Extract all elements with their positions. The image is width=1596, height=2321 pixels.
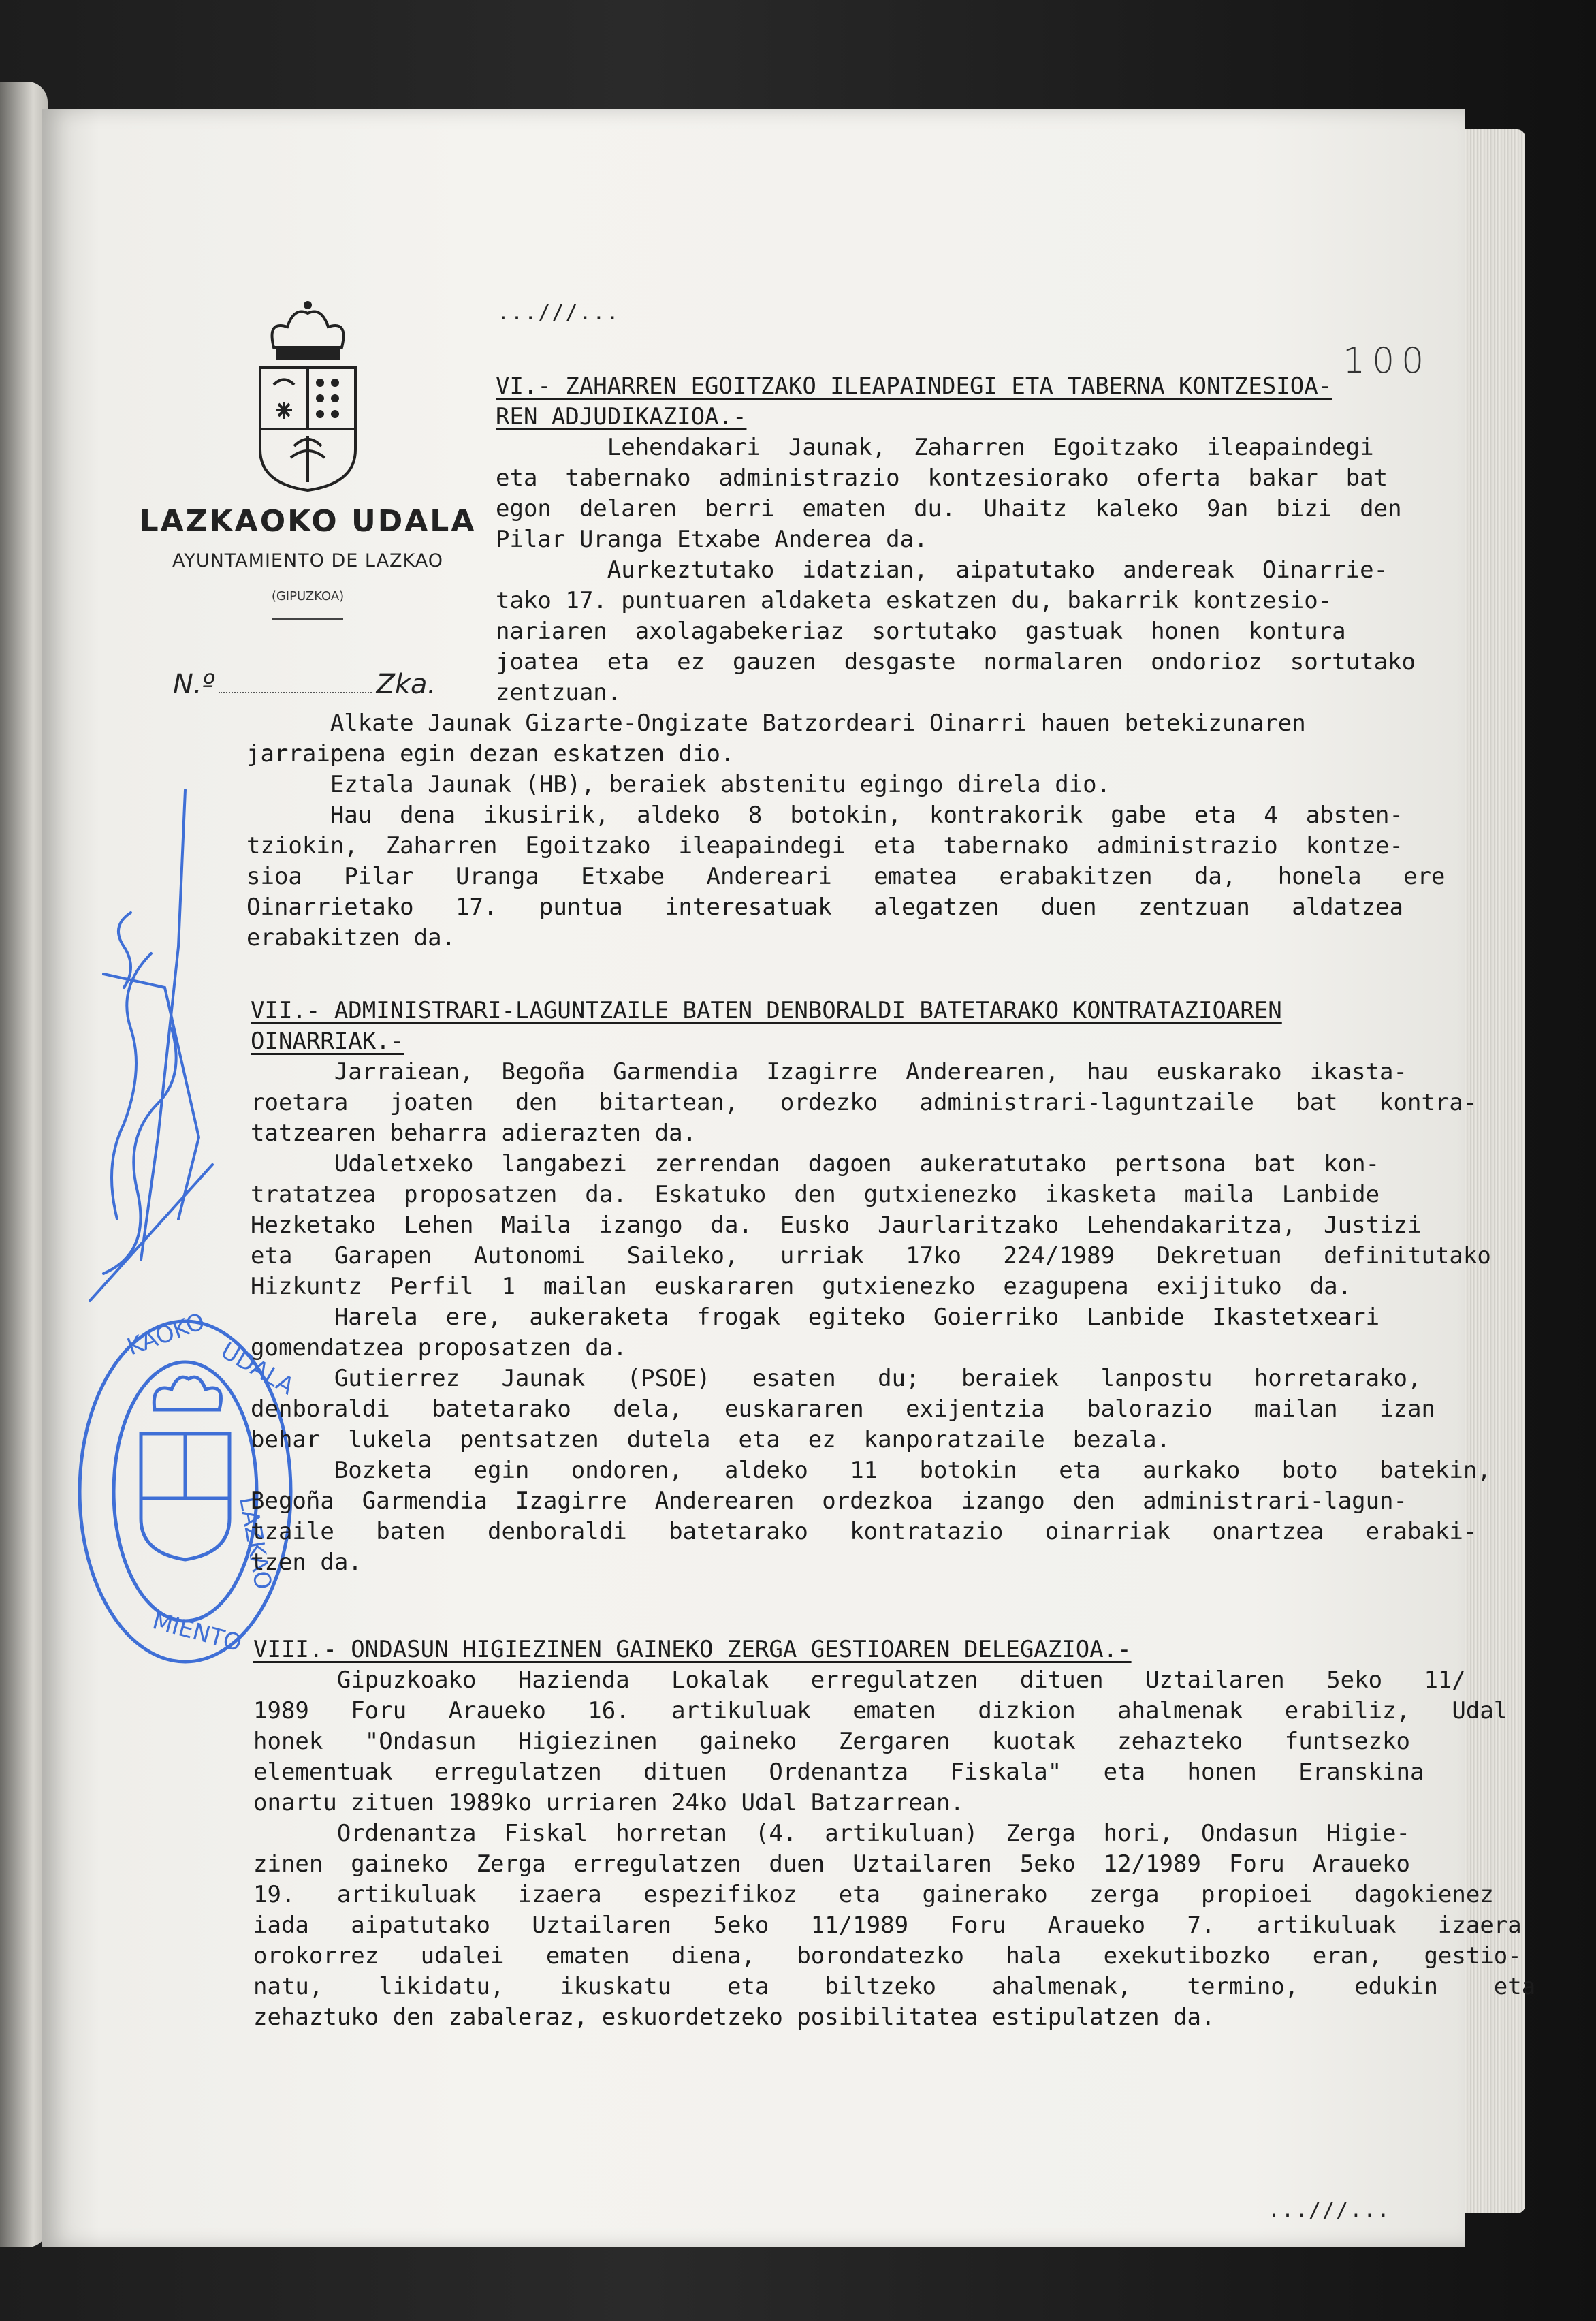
text-line: orokorrez udalei ematen diena, borondatezko hala exekutibozko eran, gestio- xyxy=(253,1942,1522,1970)
text-line: Begoña Garmendia Izagirre Anderearen ordezkoa izango den administrari-lagun- xyxy=(251,1487,1407,1515)
org-name: LAZKAOKO UDALA xyxy=(139,504,477,539)
svg-text:MIENTO: MIENTO xyxy=(149,1607,245,1658)
text-line: Aurkeztutako idatzian, aipatutako andereak Oinarrie- xyxy=(496,556,1388,584)
text-line: sioa Pilar Uranga Etxabe Andereari ematea erabakitzen da, honela ere xyxy=(246,863,1446,890)
continuation-mark-top: ...///... xyxy=(497,301,620,325)
text-line: Oinarrietako 17. puntua interesatuak alegatzen duen zentzuan aldatzea xyxy=(246,894,1403,921)
text-line: 1989 Foru Araueko 16. artikuluak ematen dizkion ahalmenak erabiliz, Udal xyxy=(253,1697,1508,1724)
text-line: behar lukela pentsatzen dutela eta ez kanporatzaile bezala. xyxy=(251,1426,1171,1453)
section-vi-heading xyxy=(496,371,1332,432)
text-line: eta tabernako administrazio kontzesiorako oferta bakar bat xyxy=(496,464,1388,492)
text-line: tziokin, Zaharren Egoitzako ileapaindegi eta tabernako administrazio kontze- xyxy=(246,832,1403,859)
letterhead xyxy=(131,293,485,715)
text-line: zinen gaineko Zerga erregulatzen duen Uztailaren 5eko 12/1989 Foru Araueko xyxy=(253,1850,1410,1878)
divider xyxy=(272,618,343,620)
section-viii-text xyxy=(253,1665,1535,2033)
section-vi-full-text xyxy=(246,708,1445,953)
text-line: Gipuzkoako Hazienda Lokalak erregulatzen dituen Uztailaren 5eko 11/ xyxy=(253,1667,1466,1694)
text-line: denboraldi batetarako dela, euskararen exijentzia balorazio mailan izan xyxy=(251,1395,1435,1423)
section-vi-heading-l2: REN ADJUDIKAZIOA.- xyxy=(496,403,747,430)
no-label: N.º xyxy=(173,669,215,700)
org-subtitle: AYUNTAMIENTO DE LAZKAO xyxy=(172,550,444,571)
text-line: tratatzea proposatzen da. Eskatuko den gutxienezko ikasketa maila Lanbide xyxy=(251,1181,1380,1208)
section-vii-heading-l1: VII.- ADMINISTRARI-LAGUNTZAILE BATEN DENBORALDI BATETARAKO KONTRATAZIOAREN xyxy=(251,997,1282,1024)
continuation-mark-bottom: ...///... xyxy=(1268,2198,1391,2222)
document-page xyxy=(42,109,1536,2247)
text-line: elementuak erregulatzen dituen Ordenantza Fiskala" eta honen Eranskina xyxy=(253,1758,1424,1786)
text-line: Alkate Jaunak Gizarte-Ongizate Batzordeari Oinarri hauen betekizunaren xyxy=(246,710,1306,737)
text-line: zehaztuko den zabaleraz, eskuordetzeko posibilitatea estipulatzen da. xyxy=(253,2004,1215,2031)
reference-blank xyxy=(219,672,372,693)
text-line: Ordenantza Fiskal horretan (4. artikuluan) Zerga hori, Ondasun Higie- xyxy=(253,1820,1410,1847)
text-line: Eztala Jaunak (HB), beraiek abstenitu egingo direla dio. xyxy=(246,771,1111,798)
section-viii-heading-l1: VIII.- ONDASUN HIGIEZINEN GAINEKO ZERGA GESTIOAREN DELEGAZIOA.- xyxy=(253,1636,1132,1663)
section-viii-heading xyxy=(253,1635,1132,1665)
coat-of-arms-icon xyxy=(246,300,369,497)
signature-icon xyxy=(76,783,233,1328)
text-line: 19. artikuluak izaera espezifikoz eta gainerako zerga propioei dagokienez xyxy=(253,1881,1494,1908)
page-number: 100 xyxy=(1343,341,1431,381)
svg-text:LAZKAO: LAZKAO xyxy=(234,1494,277,1592)
text-line: Bozketa egin ondoren, aldeko 11 botokin eta aurkako boto batekin, xyxy=(251,1457,1491,1484)
svg-text:UDALA: UDALA xyxy=(216,1337,299,1401)
text-line: Hau dena ikusirik, aldeko 8 botokin, kontrakorik gabe eta 4 absten- xyxy=(246,802,1403,829)
text-line: Hezketako Lehen Maila izango da. Eusko Jaurlaritzako Lehendakaritza, Justizi xyxy=(251,1212,1422,1239)
text-line: gomendatzea proposatzen da. xyxy=(251,1334,627,1361)
text-line: Jarraiean, Begoña Garmendia Izagirre Anderearen, hau euskarako ikasta- xyxy=(251,1058,1407,1086)
section-vi-narrow-text xyxy=(496,432,1416,708)
text-line: onartu zituen 1989ko urriaren 24ko Udal Batzarrean. xyxy=(253,1789,964,1816)
text-line: tatzearen beharra adierazten da. xyxy=(251,1120,697,1147)
text-line: tako 17. puntuaren aldaketa eskatzen du, bakarrik kontzesio- xyxy=(496,587,1332,614)
section-vii-heading xyxy=(251,996,1282,1057)
text-line: natu, likidatu, ikuskatu eta biltzeko ahalmenak, termino, edukin eta xyxy=(253,1973,1536,2000)
text-line: tzen da. xyxy=(251,1549,362,1576)
text-line: erabakitzen da. xyxy=(246,924,456,951)
reference-number-line xyxy=(173,669,513,700)
text-line: iada aipatutako Uztailaren 5eko 11/1989 Foru Araueko 7. artikuluak izaera xyxy=(253,1912,1522,1939)
text-line: nariaren axolagabekeriaz sortutako gastuak honen kontura xyxy=(496,618,1346,645)
text-line: tzaile baten denboraldi batetarako kontratazio oinarriak onartzea erabaki- xyxy=(251,1518,1478,1545)
text-line: Pilar Uranga Etxabe Anderea da. xyxy=(496,526,928,553)
text-line: joatea eta ez gauzen desgaste normalaren ondorioz sortutako xyxy=(496,648,1416,676)
section-vii-text xyxy=(251,1057,1491,1578)
text-line: Hizkuntz Perfil 1 mailan euskararen gutxienezko ezagupena exijituko da. xyxy=(251,1273,1352,1300)
text-line: honek "Ondasun Higiezinen gaineko Zergaren kuotak zehazteko funtsezko xyxy=(253,1728,1410,1755)
text-line: Gutierrez Jaunak (PSOE) esaten du; beraiek lanpostu horretarako, xyxy=(251,1365,1422,1392)
left-page-edge xyxy=(0,82,48,2247)
text-line: roetara joaten den bitartean, ordezko administrari-laguntzaile bat kontra- xyxy=(251,1089,1478,1116)
text-line: eta Garapen Autonomi Saileko, urriak 17ko 224/1989 Dekretuan definitutako xyxy=(251,1242,1491,1269)
text-line: jarraipena egin dezan eskatzen dio. xyxy=(246,740,735,768)
svg-text:KAOKO: KAOKO xyxy=(123,1308,209,1361)
org-province: (GIPUZKOA) xyxy=(271,589,345,603)
section-vi-heading-l1: VI.- ZAHARREN EGOITZAKO ILEAPAINDEGI ETA TABERNA KONTZESIOA- xyxy=(496,373,1332,400)
section-vii-heading-l2: OINARRIAK.- xyxy=(251,1028,404,1055)
zka-label: Zka. xyxy=(376,669,436,700)
text-line: Lehendakari Jaunak, Zaharren Egoitzako ileapaindegi xyxy=(496,434,1374,461)
text-line: egon delaren berri ematen du. Uhaitz kaleko 9an bizi den xyxy=(496,495,1402,522)
text-line: zentzuan. xyxy=(496,679,622,706)
text-line: Harela ere, aukeraketa frogak egiteko Goierriko Lanbide Ikastetxeari xyxy=(251,1304,1380,1331)
text-line: Udaletxeko langabezi zerrendan dagoen aukeratutako pertsona bat kon- xyxy=(251,1150,1380,1178)
